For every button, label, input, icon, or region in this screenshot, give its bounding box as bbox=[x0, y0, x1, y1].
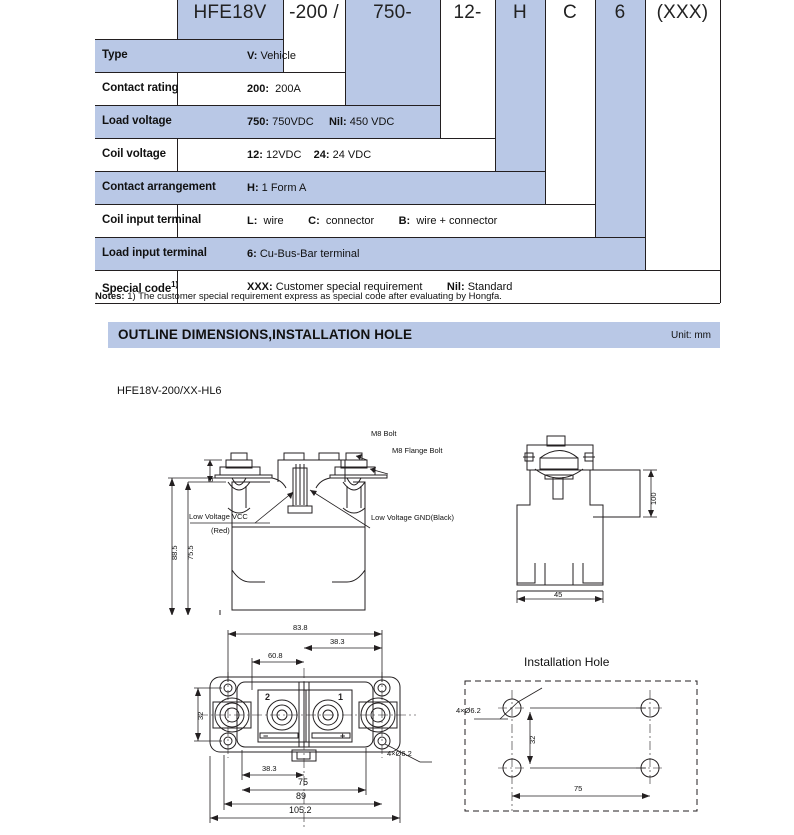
code-segment-4 bbox=[495, 0, 545, 34]
table-vline-3 bbox=[440, 0, 441, 138]
row-label-4: Contact arrangement bbox=[102, 181, 216, 193]
table-row-rule-5 bbox=[95, 204, 595, 205]
table-vline-6 bbox=[595, 0, 596, 237]
code-segment-text-4: H bbox=[513, 2, 527, 23]
label-low-voltage-vcc: Low Voltage VCC bbox=[189, 512, 248, 521]
code-segment-text-0: HFE18V bbox=[193, 2, 267, 23]
dim-height-inner: 75.5 bbox=[186, 545, 195, 560]
polarity-minus: − bbox=[263, 731, 269, 741]
label-low-voltage-vcc-color: (Red) bbox=[211, 526, 230, 535]
dim-height-overall: 88.5 bbox=[170, 545, 179, 560]
row-label-2: Load voltage bbox=[102, 115, 172, 127]
dim-left-height: 32 bbox=[196, 711, 205, 720]
row-value-6: 6: Cu-Bus-Bar terminal bbox=[247, 248, 360, 260]
dim-hole-callout-install: 4×Ø6.2 bbox=[456, 706, 481, 715]
row-label-6: Load input terminal bbox=[102, 247, 207, 259]
dim-bottom-89: 89 bbox=[296, 791, 307, 801]
row-value-1: 200: 200A bbox=[247, 83, 301, 95]
notes-text: 1) The customer special requirement express as special code after evaluating by Hongfa. bbox=[124, 291, 502, 302]
code-segment-text-2: 750- bbox=[373, 2, 412, 23]
code-segment-7 bbox=[645, 0, 720, 34]
dim-hole-callout-bottom: 4×Ø6.2 bbox=[387, 749, 412, 758]
table-row-rule-2 bbox=[95, 105, 440, 106]
table-row-rule-7 bbox=[95, 270, 720, 271]
table-vline-8 bbox=[720, 0, 721, 303]
side-view-drawing bbox=[505, 425, 670, 610]
code-segment-text-5: C bbox=[563, 2, 577, 23]
row-label-7: Special code$^{1)}$ bbox=[102, 280, 179, 295]
section-header-outline-dimensions bbox=[108, 322, 720, 348]
row-label-1: Contact rating bbox=[102, 82, 179, 94]
dim-top-overall: 83.8 bbox=[293, 623, 308, 632]
row-label-3: Coil voltage bbox=[102, 148, 166, 160]
unit-label: Unit: mm bbox=[671, 330, 711, 341]
ordering-information-table bbox=[95, 0, 755, 295]
bottom-view-drawing bbox=[180, 620, 435, 835]
table-vline-5 bbox=[545, 0, 546, 204]
table-row-rule-4 bbox=[95, 171, 545, 172]
row-value-2: 750: 750VDC Nil: 450 VDC bbox=[247, 116, 395, 128]
table-vline-2 bbox=[345, 0, 346, 105]
row-value-3: 12: 12VDC 24: 24 VDC bbox=[247, 149, 372, 161]
code-segment-text-7: (XXX) bbox=[656, 2, 709, 23]
label-m8-bolt: M8 Bolt bbox=[371, 429, 397, 438]
table-row-rule-0 bbox=[95, 39, 283, 40]
terminal-marker-2: 2 bbox=[265, 692, 271, 702]
table-notes bbox=[95, 291, 502, 302]
table-vline-4 bbox=[495, 0, 496, 171]
code-segment-text-1: -200 / bbox=[289, 2, 339, 23]
dim-terminal-height: 100 bbox=[649, 492, 658, 505]
code-segment-text-3: 12- bbox=[453, 2, 482, 23]
code-segment-6 bbox=[595, 0, 645, 34]
polarity-plus: + bbox=[340, 731, 346, 741]
dim-bottom-105: 105.2 bbox=[289, 805, 312, 815]
code-segment-0 bbox=[177, 0, 283, 34]
dim-install-vertical: 32 bbox=[528, 735, 537, 744]
dim-install-horizontal: 75 bbox=[574, 784, 583, 793]
section-title: OUTLINE DIMENSIONS,INSTALLATION HOLE bbox=[118, 327, 413, 342]
code-segment-3 bbox=[440, 0, 495, 34]
installation-hole-drawing bbox=[456, 676, 740, 816]
dim-small-step: 3 bbox=[206, 477, 215, 482]
code-segment-2 bbox=[345, 0, 440, 34]
row-value-5: L: wire C: connector B: wire + connector bbox=[247, 215, 498, 227]
row-value-4: H: 1 Form A bbox=[247, 182, 307, 194]
label-low-voltage-gnd: Low Voltage GND(Black) bbox=[371, 513, 454, 522]
dim-bottom-75: 75 bbox=[298, 777, 309, 787]
row-label-0: Type bbox=[102, 49, 128, 61]
code-column-shade-6 bbox=[595, 0, 645, 270]
row-value-0: V: Vehicle bbox=[247, 50, 296, 62]
terminal-marker-1: 1 bbox=[338, 692, 344, 702]
row-label-superscript-7: 1) bbox=[171, 280, 179, 289]
row-value-7: XXX: Customer special requirement Nil: Standard bbox=[247, 281, 513, 293]
label-m8-flange-bolt: M8 Flange Bolt bbox=[392, 446, 443, 455]
table-row-rule-3 bbox=[95, 138, 495, 139]
table-row-rule-6 bbox=[95, 237, 645, 238]
code-segment-text-6: 6 bbox=[614, 2, 626, 23]
dim-top-right: 38.3 bbox=[330, 637, 345, 646]
part-number-label: HFE18V-200/XX-HL6 bbox=[117, 385, 222, 397]
table-bottom-rule bbox=[95, 303, 720, 304]
front-view-drawing bbox=[160, 420, 490, 615]
notes-prefix: Notes: bbox=[95, 291, 125, 302]
dim-top-mid: 60.8 bbox=[268, 651, 283, 660]
table-row-rule-1 bbox=[95, 72, 345, 73]
row-label-5: Coil input terminal bbox=[102, 214, 202, 226]
code-segment-5 bbox=[545, 0, 595, 34]
dim-base-width: 45 bbox=[554, 590, 563, 599]
installation-hole-title: Installation Hole bbox=[524, 655, 610, 669]
code-segment-1 bbox=[283, 0, 345, 34]
dim-bottom-left: 38.3 bbox=[262, 764, 277, 773]
table-vline-7 bbox=[645, 0, 646, 270]
